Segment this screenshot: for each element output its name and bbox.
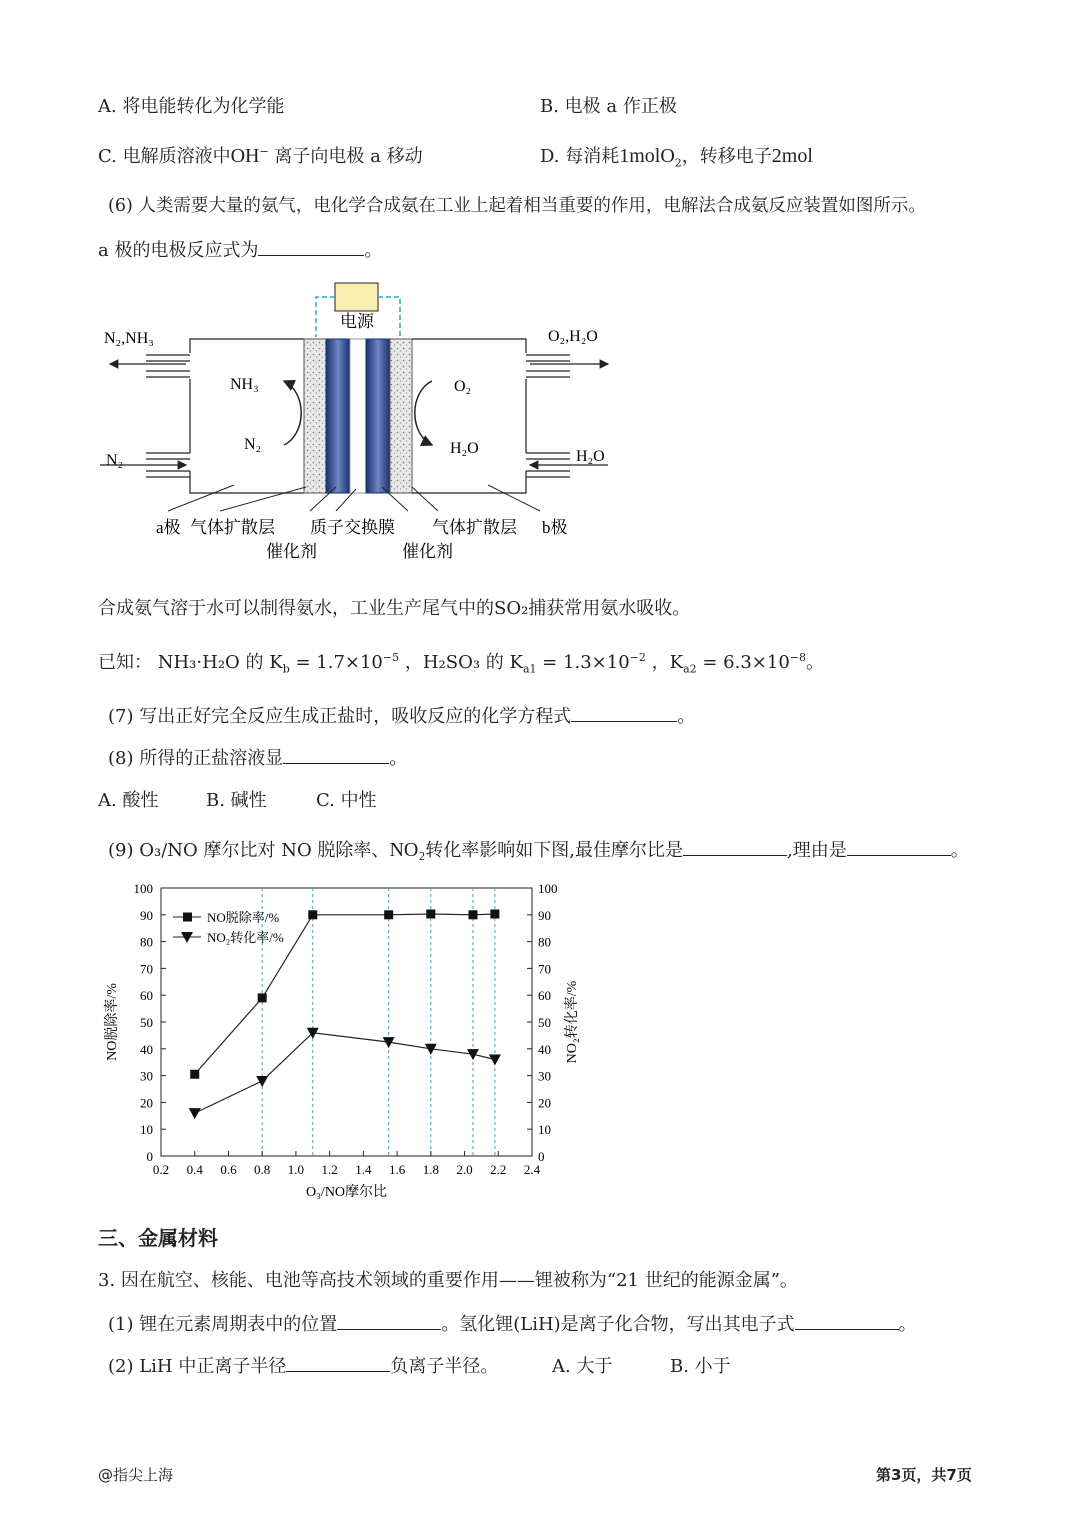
y-tick-label-left: 50 [140, 1015, 153, 1030]
proton-exchange-membrane [350, 339, 366, 493]
ka1-exp: −2 [629, 651, 646, 664]
q6-line2 [98, 236, 382, 262]
option-c [98, 142, 423, 168]
y-tick-label-right: 70 [538, 961, 551, 977]
answer-blank[interactable] [337, 1313, 441, 1330]
x-tick-label: 1.8 [422, 1162, 439, 1177]
y-tick-label-left: 20 [140, 1095, 153, 1111]
x-tick-label: 0.6 [220, 1162, 237, 1177]
data-point-square [384, 910, 393, 919]
q3-1-b: 。氢化锂(LiH)是离子化合物，写出其电子式 [441, 1314, 795, 1335]
y-tick-label-right: 0 [538, 1149, 545, 1164]
answer-blank[interactable] [571, 705, 677, 722]
section-heading: 三、金属材料 [98, 1226, 218, 1250]
q8-option-a: A. 酸性 [98, 790, 159, 811]
right-inlet-label: H₂O [576, 448, 605, 465]
y-tick-label-left: 0 [146, 1149, 153, 1164]
x-tick-label: 1.4 [355, 1162, 372, 1177]
right-cycle-arrow [415, 381, 432, 445]
option-c-pre: C. 电解质溶液中 [98, 146, 231, 167]
x-tick-label: 1.0 [287, 1162, 305, 1177]
option-b: B. 电极 a 作正极 [540, 96, 677, 117]
answer-blank[interactable] [283, 747, 389, 764]
footer-page-number: 第3页，共7页 [876, 1466, 972, 1484]
option-d [540, 142, 813, 170]
left-cycle-arrow [284, 381, 301, 445]
ka1-sub: a1 [522, 662, 537, 676]
q8-text: (8) 所得的正盐溶液显 [108, 748, 284, 769]
known-h2so3: ，H₂SO₃ 的 K [404, 652, 523, 673]
q8 [108, 744, 407, 770]
answer-blank[interactable] [847, 839, 951, 856]
q8-end: 。 [389, 748, 408, 769]
no-removal-chart [96, 876, 580, 1206]
ka2-exp: −8 [789, 651, 807, 664]
x-tick-label: 0.8 [254, 1162, 271, 1177]
label-membrane: 质子交换膜 [310, 518, 395, 537]
q9-mid2: ,理由是 [787, 840, 847, 861]
y-tick-label-right: 60 [538, 988, 551, 1004]
option-d-amt: 1molO [619, 145, 675, 167]
ka2-sub: a2 [683, 662, 697, 676]
q6-line2-end: 。 [364, 240, 383, 261]
plot-frame [161, 888, 532, 1156]
label-catalyst-left: 催化剂 [266, 542, 317, 561]
answer-blank[interactable] [258, 239, 364, 256]
q3-intro: 3. 因在航空、核能、电池等高技术领域的重要作用——锂被称为“21 世纪的能源金属”。 [98, 1270, 798, 1291]
q8-option-b: B. 碱性 [206, 790, 267, 811]
power-supply-box [335, 283, 378, 311]
legend-marker-0 [183, 913, 192, 922]
series-line-1 [195, 1033, 495, 1113]
q8-option-c: C. 中性 [316, 790, 377, 811]
q9-no2: NO₂ [389, 839, 426, 861]
data-point-triangle [189, 1108, 201, 1119]
known-nh3: NH₃·H₂O 的 K [157, 652, 283, 673]
left-cycle-top-label: NH₃ [230, 376, 259, 393]
ka1-value: = 1.3×10 [542, 652, 630, 673]
option-a: A. 将电能转化为化学能 [98, 96, 285, 117]
x-tick-label: 1.2 [321, 1162, 338, 1177]
answer-blank[interactable] [286, 1355, 390, 1372]
kb-sub: b [282, 662, 290, 676]
q9-mid: 转化率影响如下图,最佳摩尔比是 [425, 840, 684, 861]
q9 [108, 836, 969, 862]
y-axis-label-right: NO₂转化率/% [565, 980, 580, 1064]
x-tick-label: 2.2 [490, 1162, 507, 1177]
y-tick-label-right: 50 [538, 1015, 551, 1030]
q3-2-option-a: A. 大于 [552, 1356, 613, 1377]
right-cycle-top-label: O₂ [454, 378, 472, 395]
data-point-square [308, 910, 317, 919]
known-end: 。 [806, 652, 825, 673]
answer-blank[interactable] [795, 1313, 899, 1330]
right-chamber [412, 339, 526, 493]
y-tick-label-left: 90 [140, 907, 153, 923]
y-tick-label-right: 40 [538, 1041, 551, 1057]
x-tick-label: 0.2 [152, 1162, 170, 1177]
data-point-square [490, 909, 499, 918]
left-chamber [190, 339, 304, 493]
known-constants [98, 648, 824, 676]
q3-1-a: (1) 锂在元素周期表中的位置 [108, 1314, 338, 1335]
legend-label-1: NO₂转化率/% [207, 930, 284, 945]
catalyst-right [366, 339, 390, 493]
option-c-sup: − [259, 145, 269, 158]
label-gas-layer-left: 气体扩散层 [190, 518, 275, 537]
right-outlet-label: O₂,H₂O [548, 328, 598, 345]
catalyst-left [326, 339, 350, 493]
label-gas-layer-right: 气体扩散层 [432, 518, 517, 537]
label-a-electrode: a极 [156, 518, 181, 537]
y-tick-label-right: 30 [538, 1068, 551, 1084]
option-d-pre: D. 每消耗 [540, 146, 620, 167]
data-point-triangle [256, 1076, 268, 1087]
q7 [108, 702, 695, 728]
legend-label-0: NO脱除率/% [207, 910, 280, 925]
gas-diffusion-layer-left [304, 339, 326, 493]
data-point-triangle [489, 1055, 501, 1066]
kb-value: = 1.7×10 [295, 652, 383, 673]
y-tick-label-right: 20 [538, 1095, 551, 1111]
electrolysis-diagram [90, 275, 630, 575]
footer-source: @指尖上海 [98, 1466, 174, 1484]
x-tick-label: 2.0 [456, 1162, 473, 1177]
q6-line2-text: a 极的电极反应式为 [98, 240, 259, 261]
y-tick-label-left: 40 [140, 1041, 153, 1057]
q7-text: (7) 写出正好完全反应生成正盐时，吸收反应的化学方程式 [108, 706, 572, 727]
y-tick-label-right: 100 [538, 881, 558, 896]
option-d-val: 2mol [771, 145, 813, 167]
q3-2-a: (2) LiH 中正离子半径 [108, 1356, 287, 1377]
q3-2-option-b: B. 小于 [670, 1356, 731, 1377]
q3-2-b: 负离子半径。 [390, 1356, 499, 1377]
data-point-square [468, 910, 477, 919]
gas-diffusion-layer-right [390, 339, 412, 493]
option-d-sub: 2 [674, 156, 682, 170]
so2-text: 合成氨气溶于水可以制得氨水，工业生产尾气中的SO₂捕获常用氨水吸收。 [98, 598, 691, 619]
y-tick-label-left: 70 [140, 961, 153, 977]
data-point-square [426, 909, 435, 918]
ka2-value: = 6.3×10 [702, 652, 790, 673]
q6-line1: (6) 人类需要大量的氨气，电化学合成氨在工业上起着相当重要的作用，电解法合成氨反应装置如图所示。 [108, 196, 926, 216]
q9-pre: (9) O₃/NO 摩尔比对 NO 脱除率、 [108, 840, 390, 861]
left-inlet-label: N₂ [106, 452, 124, 469]
option-d-post: ，转移电子 [681, 146, 772, 167]
y-tick-label-left: 100 [133, 881, 153, 896]
kb-exp: −5 [382, 651, 400, 664]
x-tick-label: 1.6 [388, 1162, 406, 1177]
y-tick-label-left: 60 [140, 988, 153, 1004]
q3-2 [108, 1352, 498, 1378]
left-cycle-bottom-label: N₂ [244, 436, 262, 453]
option-c-post: 离子向电极 a 移动 [274, 146, 423, 167]
answer-blank[interactable] [683, 839, 787, 856]
data-point-square [190, 1070, 199, 1079]
q3-1 [108, 1310, 917, 1336]
y-axis-label-left: NO脱除率/% [105, 983, 120, 1061]
y-tick-label-right: 90 [538, 907, 551, 923]
x-axis-label: O₃/NO摩尔比 [305, 1185, 388, 1200]
label-catalyst-right: 催化剂 [402, 542, 453, 561]
left-outlet-label: N₂,NH₃ [104, 330, 154, 347]
y-tick-label-right: 10 [538, 1122, 551, 1138]
q9-end: 。 [950, 840, 969, 861]
option-c-ion: OH [230, 145, 260, 167]
y-tick-label-right: 80 [538, 934, 551, 950]
data-point-square [258, 993, 267, 1002]
label-b-electrode: b极 [542, 518, 568, 537]
x-tick-label: 2.4 [523, 1162, 541, 1177]
y-tick-label-left: 80 [140, 934, 153, 950]
known-prefix: 已知： [98, 652, 152, 673]
q7-end: 。 [677, 706, 696, 727]
y-tick-label-left: 30 [140, 1068, 153, 1084]
known-ka2: ，K [651, 652, 684, 673]
power-label: 电源 [340, 312, 374, 331]
right-cycle-bottom-label: H₂O [450, 440, 479, 457]
q3-1-c: 。 [898, 1314, 917, 1335]
x-tick-label: 0.4 [186, 1162, 203, 1177]
y-tick-label-left: 10 [140, 1122, 153, 1138]
